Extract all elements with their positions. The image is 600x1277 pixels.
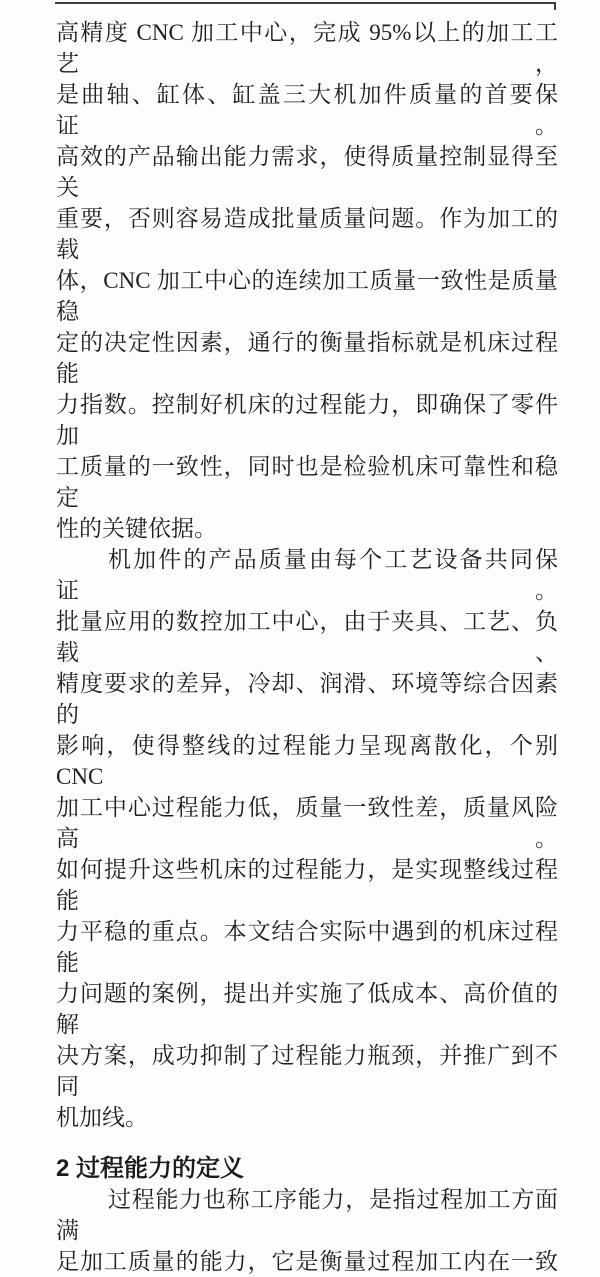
body-line: 是曲轴、缸体、缸盖三大机加件质量的首要保证。: [56, 82, 558, 138]
body-line: 机加线。: [56, 1105, 148, 1130]
body-line: 重要，否则容易造成批量质量问题。作为加工的载: [56, 206, 558, 262]
body-line: 力问题的案例，提出并实施了低成本、高价值的解: [56, 981, 558, 1037]
body-line: 决方案，成功抑制了过程能力瓶颈，并推广到不同: [56, 1043, 558, 1099]
body-line: 精度要求的差异，冷却、润滑、环境等综合因素的: [56, 671, 558, 727]
body-line: 机加件的产品质量由每个工艺设备共同保证。: [56, 547, 558, 603]
body-line: 加工中心过程能力低，质量一致性差，质量风险高。: [56, 795, 558, 851]
body-line: 足加工质量的能力，它是衡量过程加工内在一致: [56, 1249, 558, 1274]
body-line: 批量应用的数控加工中心，由于夹具、工艺、负载、: [56, 609, 558, 665]
body-line: 定的决定性因素，通行的衡量指标就是机床过程能: [56, 330, 558, 386]
body-line: 性的关键依据。: [56, 516, 217, 541]
body-line: 体，CNC 加工中心的连续加工质量一致性是质量稳: [56, 268, 558, 324]
rule-end-tick: [554, 2, 556, 10]
body-line: 工质量的一致性，同时也是检验机床可靠性和稳定: [56, 454, 558, 510]
body-line: 力指数。控制好机床的过程能力，即确保了零件加: [56, 392, 558, 448]
body-line: 过程能力也称工序能力，是指过程加工方面满: [56, 1187, 558, 1243]
article-body: [56, 17, 558, 1277]
top-rule: [55, 2, 556, 4]
body-line: 如何提升这些机床的过程能力，是实现整线过程能: [56, 857, 558, 913]
body-line: 影响，使得整线的过程能力呈现离散化，个别 CNC: [56, 733, 558, 789]
body-line: 力平稳的重点。本文结合实际中遇到的机床过程能: [56, 919, 558, 975]
body-line: 高效的产品输出能力需求，使得质量控制显得至关: [56, 144, 558, 200]
body-line: 高精度 CNC 加工中心，完成 95%以上的加工工艺，: [56, 20, 558, 76]
section-heading: 2 过程能力的定义: [56, 1155, 245, 1182]
